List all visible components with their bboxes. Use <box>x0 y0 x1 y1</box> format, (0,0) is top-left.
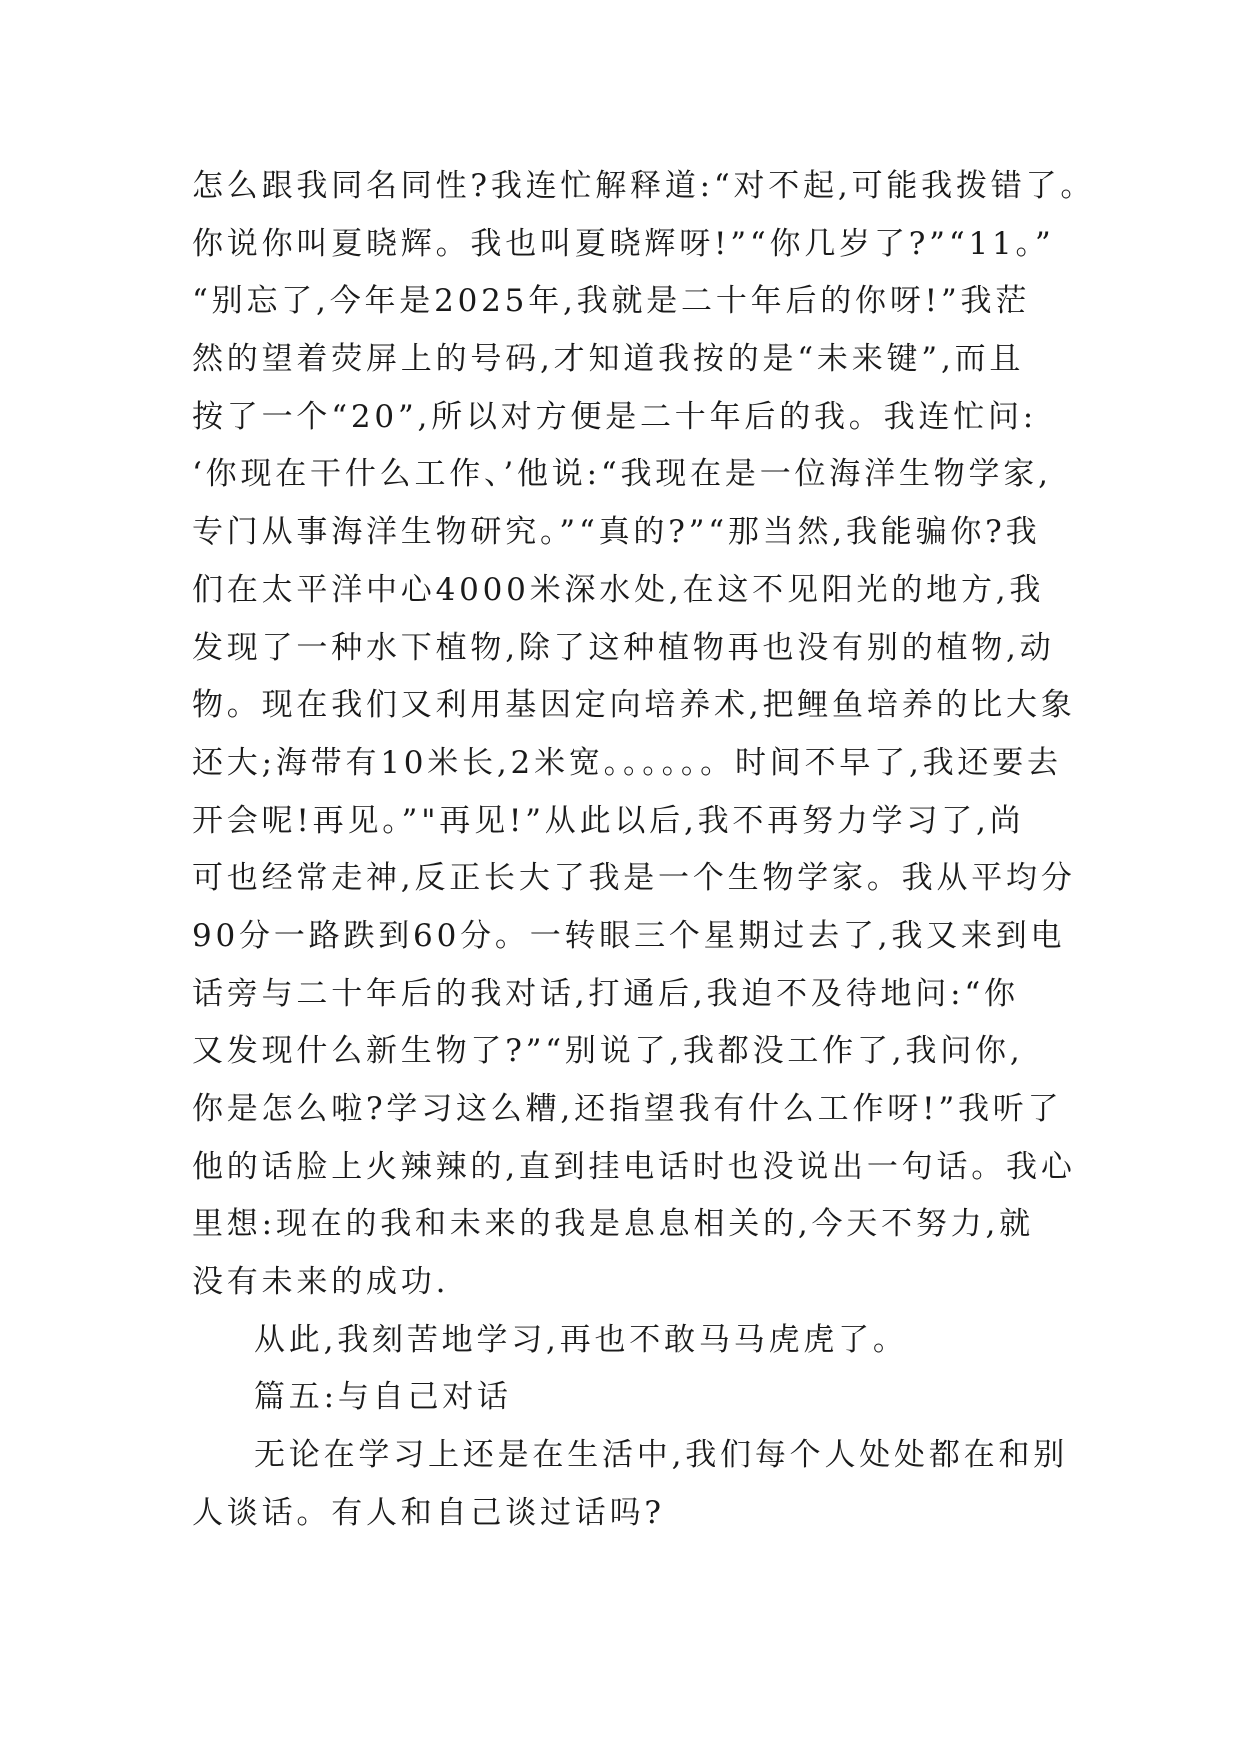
text-line: 按了一个“20”,所以对方便是二十年后的我。我连忙问: <box>192 398 1038 435</box>
text-line: 没有未来的成功. <box>192 1264 450 1301</box>
text-line: 们在太平洋中心4000米深水处,在这不见阳光的地方,我 <box>192 571 1045 608</box>
paragraph-line: 无论在学习上还是在生活中,我们每个人处处都在和别 <box>254 1437 1069 1474</box>
text-line: 你是怎么啦?学习这么糟,还指望我有什么工作呀!”我听了 <box>192 1091 1063 1127</box>
text-line: 开会呢!再见。”"再见!”从此以后,我不再努力学习了,尚 <box>192 802 1025 839</box>
text-line: 他的话脸上火辣辣的,直到挂电话时也没说出一句话。我心 <box>192 1148 1076 1185</box>
text-line: 话旁与二十年后的我对话,打通后,我迫不及待地问:“你 <box>192 975 1019 1012</box>
text-line: 里想:现在的我和未来的我是息息相关的,今天不努力,就 <box>192 1206 1034 1243</box>
text-line: “别忘了,今年是2025年,我就是二十年后的你呀!”我茫 <box>192 283 1031 320</box>
paragraph-line: 从此,我刻苦地学习,再也不敢马马虎虎了。 <box>254 1321 908 1358</box>
text-line: 然的望着荧屏上的号码,才知道我按的是“未来键”,而且 <box>192 341 1025 378</box>
text-line: 还大;海带有10米长,2米宽。。。。。。时间不早了,我还要去 <box>192 744 1062 781</box>
text-line: 你说你叫夏晓辉。我也叫夏晓辉呀!”“你几岁了?”“11。” <box>192 225 1055 262</box>
text-line: 发现了一种水下植物,除了这种植物再也没有别的植物,动 <box>192 629 1055 666</box>
section-heading: 篇五:与自己对话 <box>254 1379 512 1416</box>
text-line: 人谈话。有人和自己谈过话吗? <box>192 1494 665 1531</box>
document-body <box>192 158 1096 1543</box>
text-line: 怎么跟我同名同性?我连忙解释道:“对不起,可能我拨错了。 <box>192 168 1096 204</box>
text-line: ‘你现在干什么工作、’他说:“我现在是一位海洋生物学家, <box>192 456 1052 493</box>
text-line: 专门从事海洋生物研究。”“真的?”“那当然,我能骗你?我 <box>192 514 1041 551</box>
text-line: 又发现什么新生物了?”“别说了,我都没工作了,我问你, <box>192 1033 1024 1070</box>
text-line: 可也经常走神,反正长大了我是一个生物学家。我从平均分 <box>192 860 1076 897</box>
text-line: 物。现在我们又利用基因定向培养术,把鲤鱼培养的比大象 <box>192 687 1076 724</box>
text-line: 90分一路跌到60分。一转眼三个星期过去了,我又来到电 <box>192 917 1066 954</box>
